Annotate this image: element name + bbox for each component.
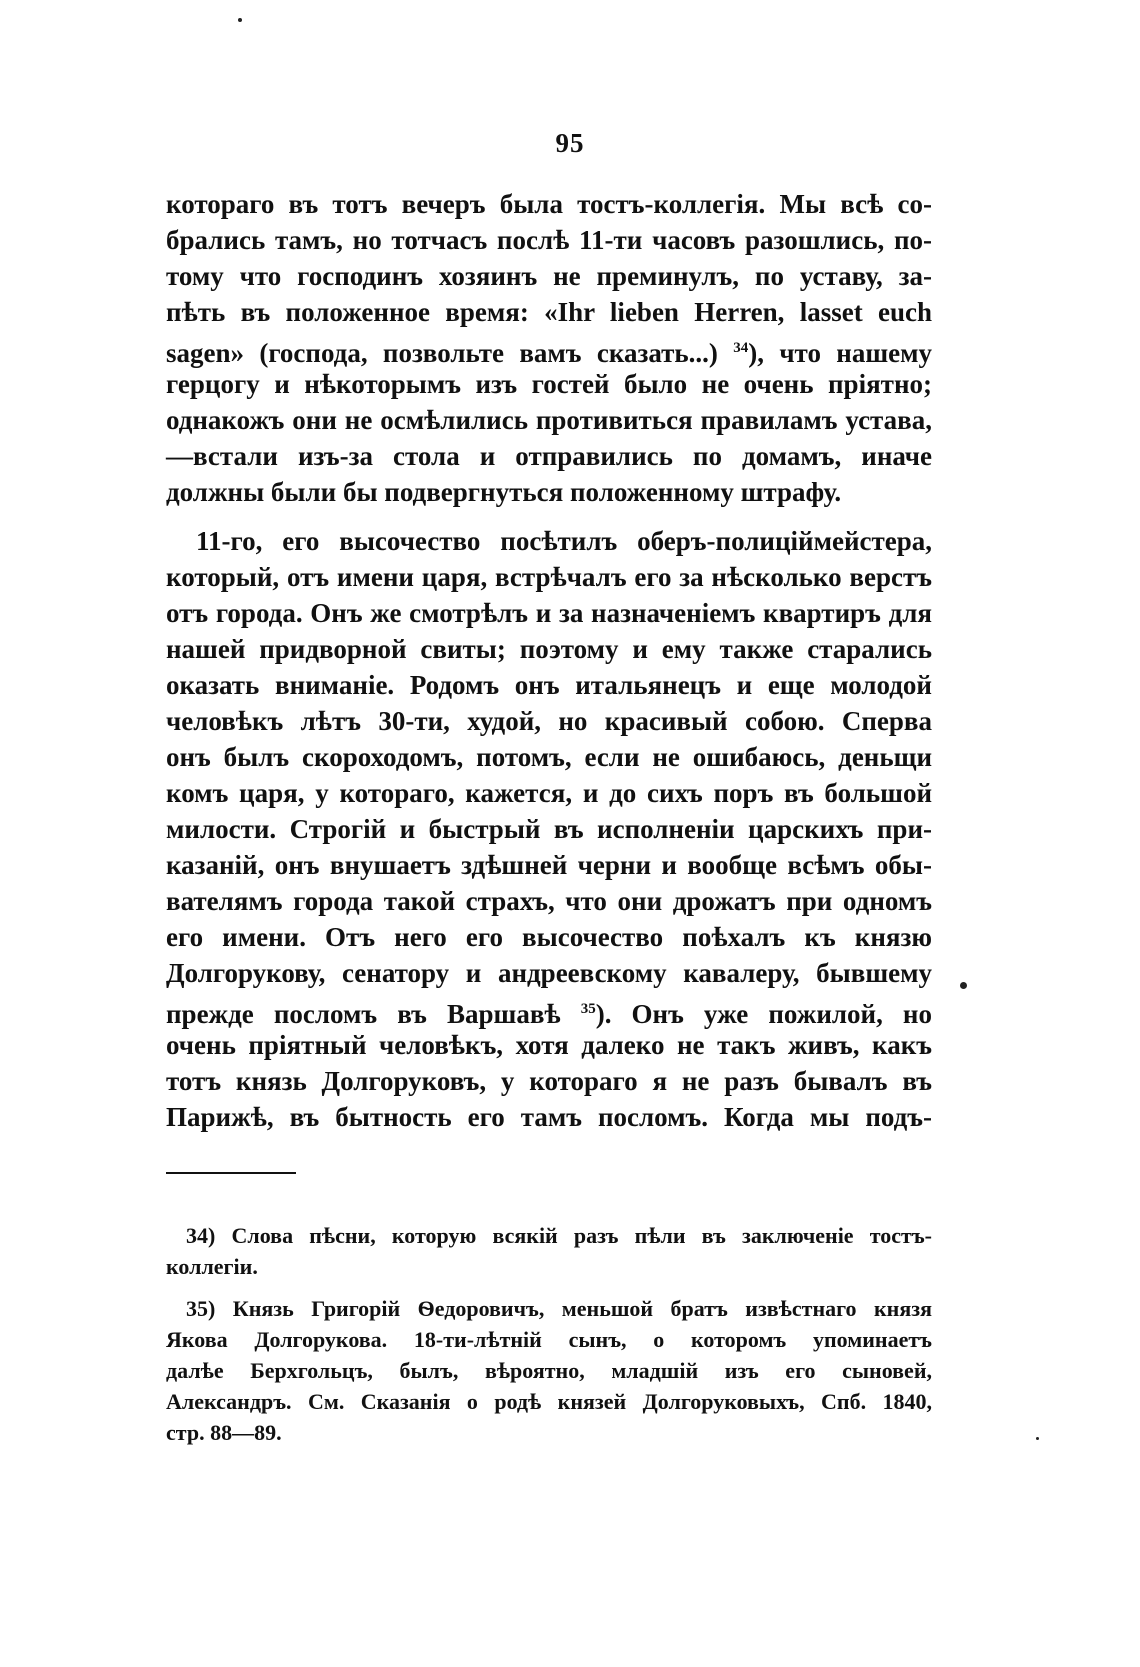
text-line: человѣкъ лѣтъ 30-ти, худой, но красивый собою. Сперва <box>166 706 932 736</box>
footnote-line: далѣе Берхгольцъ, былъ, вѣроятно, младшій изъ его сыновей, <box>166 1358 932 1383</box>
footnote-line: стр. 88—89. <box>166 1420 282 1445</box>
text-line-with-ref <box>166 330 932 366</box>
scan-speck <box>1036 1437 1039 1440</box>
text-line-with-ref <box>166 991 932 1027</box>
text-line: герцогу и нѣкоторымъ изъ гостей было не очень пріятно; <box>166 369 932 399</box>
text-line: 11-го, его высочество посѣтилъ оберъ-полиціймейстера, <box>196 526 932 556</box>
text-line: который, отъ имени царя, встрѣчалъ его за нѣсколько верстъ <box>166 562 932 592</box>
paragraph-1 <box>166 186 932 510</box>
main-text <box>166 186 932 1135</box>
text-line: тому что господинъ хозяинъ не преминулъ, по уставу, за- <box>166 261 932 291</box>
scan-speck <box>238 18 242 22</box>
text-line: Долгорукову, сенатору и андреевскому кавалеру, бывшему <box>166 958 932 988</box>
footnote-line: Александръ. См. Сказанія о родѣ князей Долгоруковыхъ, Спб. 1840, <box>166 1389 932 1414</box>
footnote-ref-34[interactable]: 34 <box>733 340 749 356</box>
text-line: его имени. Отъ него его высочество поѣхалъ къ князю <box>166 922 932 952</box>
text-line: вателямъ города такой страхъ, что они дрожатъ при одномъ <box>166 886 932 916</box>
text-segment: ), что нашему <box>748 338 932 368</box>
footnote-35 <box>166 1293 932 1448</box>
text-line: отъ города. Онъ же смотрѣлъ и за назначеніемъ квартиръ для <box>166 598 932 628</box>
text-line: комъ царя, у котораго, кажется, и до сихъ поръ въ большой <box>166 778 932 808</box>
text-segment: прежде посломъ въ Варшавѣ <box>166 999 581 1029</box>
text-line: милости. Строгій и быстрый въ исполненіи царскихъ при- <box>166 814 932 844</box>
text-line: очень пріятный человѣкъ, хотя далеко не такъ живъ, какъ <box>166 1030 932 1060</box>
text-line: брались тамъ, но тотчасъ послѣ 11-ти часовъ разошлись, по- <box>166 225 932 255</box>
footnote-line: 34) Слова пѣсни, которую всякій разъ пѣли въ заключеніе тостъ- <box>186 1223 932 1248</box>
footnote-34 <box>166 1220 932 1282</box>
text-line: Парижѣ, въ бытность его тамъ посломъ. Когда мы подъ- <box>166 1102 932 1132</box>
paragraph-2 <box>166 523 932 1135</box>
text-line: однакожъ они не осмѣлились противиться правиламъ устава, <box>166 405 932 435</box>
footnote-line: Якова Долгорукова. 18-ти-лѣтній сынъ, о которомъ упоминаетъ <box>166 1327 932 1352</box>
text-line: оказать вниманіе. Родомъ онъ итальянецъ и еще молодой <box>166 670 932 700</box>
text-line: казаній, онъ внушаетъ здѣшней черни и вообще всѣмъ обы- <box>166 850 932 880</box>
footnotes <box>166 1220 932 1448</box>
text-segment: ). Онъ уже пожилой, но <box>595 999 932 1029</box>
text-line: —встали изъ-за стола и отправились по домамъ, иначе <box>166 441 932 471</box>
scan-speck <box>960 982 967 989</box>
text-line: тотъ князь Долгоруковъ, у котораго я не разъ бывалъ въ <box>166 1066 932 1096</box>
footnote-separator <box>166 1172 296 1174</box>
text-line: нашей придворной свиты; поэтому и ему также старались <box>166 634 932 664</box>
footnote-line: коллегіи. <box>166 1254 258 1279</box>
footnote-line: 35) Князь Григорій Ѳедоровичъ, меньшой братъ извѣстнаго князя <box>186 1296 932 1321</box>
page-number: 95 <box>555 128 585 158</box>
text-segment: sagen» (господа, позвольте вамъ сказать...) <box>166 338 734 368</box>
text-line: пѣть въ положенное время: «Ihr lieben Herren, lasset euch <box>166 297 932 327</box>
text-line: котораго въ тотъ вечеръ была тостъ-коллегія. Мы всѣ со- <box>166 189 932 219</box>
text-line: онъ былъ скороходомъ, потомъ, если не ошибаюсь, деньщи <box>166 742 932 772</box>
text-line: должны были бы подвергнуться положенному штрафу. <box>166 477 842 507</box>
footnote-ref-35[interactable]: 35 <box>580 1001 596 1017</box>
